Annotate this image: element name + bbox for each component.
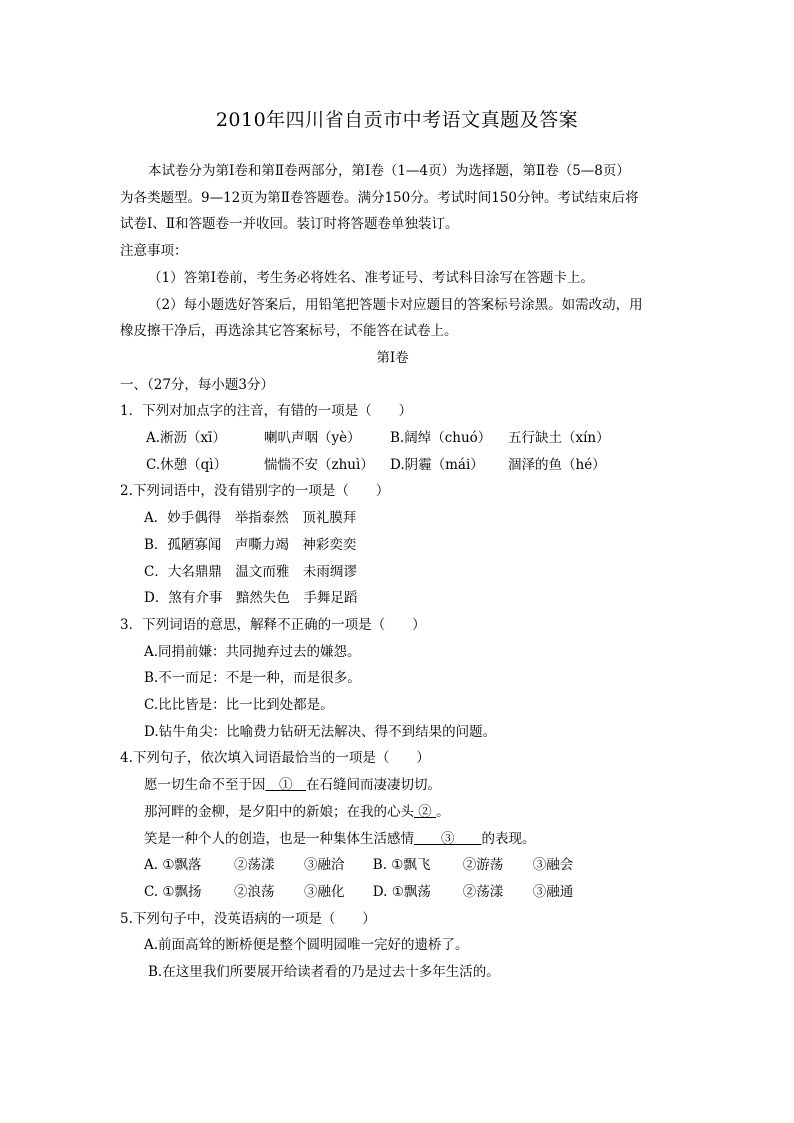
volume-title: 第Ⅰ卷 — [376, 349, 409, 366]
q4-option-d-1: D. ①飘荡 — [372, 883, 431, 900]
q1-option-d: D.阴霾（mái） — [390, 456, 484, 473]
section-heading: 一、（27分，每小题3分） — [120, 376, 275, 393]
q4-s3-pre: 笑是一种个人的创造，也是一种集体生活感情 — [144, 830, 414, 847]
q1-option-c: C.休憩（qì） — [146, 456, 228, 473]
q4-option-a-1: A. ①飘落 — [144, 857, 202, 874]
document-title: 2010年四川省自贡市中考语文真题及答案 — [215, 109, 579, 131]
q1-options-cd — [120, 452, 665, 479]
q4-s1-blank: ① — [265, 777, 306, 794]
q3-option-b: B.不一而足：不是一种，而是很多。 — [144, 670, 361, 687]
q2-stem: 2.下列词语中，没有错别字的一项是（ ） — [120, 483, 390, 500]
q1-options-ab — [120, 425, 665, 452]
q1-stem: 1．下列对加点字的注音，有错的一项是（ ） — [120, 403, 413, 420]
q4-s2-blank: ② — [414, 803, 437, 820]
q4-sentence-3 — [120, 826, 665, 853]
intro-line-1: 本试卷分为第Ⅰ卷和第Ⅱ卷两部分，第Ⅰ卷（1—4页）为选择题，第Ⅱ卷（5—8页） — [148, 163, 630, 179]
notice-item-2-line-1: （2）每小题选好答案后，用铅笔把答题卡对应题目的答案标号涂黑。如需改动，用 — [148, 296, 643, 313]
q4-sentence-2 — [120, 799, 665, 826]
q4-option-a-3: ③融洽 — [304, 857, 345, 874]
q5-option-b: B.在这里我们所要展开给读者看的乃是过去十多年生活的。 — [148, 964, 500, 981]
q4-option-c-3: ③融化 — [304, 883, 345, 900]
q4-s3-post: 的表现。 — [481, 830, 536, 847]
q5-option-a: A.前面高耸的断桥便是整个圆明园唯一完好的遗桥了。 — [144, 937, 469, 954]
q2-option-b: B．孤陋寡闻 声嘶力竭 神彩奕奕 — [144, 536, 357, 553]
q3-option-d: D.钻牛角尖：比喻费力钻研无法解决、得不到结果的问题。 — [144, 723, 497, 740]
q4-option-b-2: ②游荡 — [462, 857, 504, 874]
q3-stem: 3．下列词语的意思，解释不正确的一项是（ ） — [120, 616, 426, 633]
q2-option-a: A．妙手偶得 举指泰然 顶礼膜拜 — [144, 510, 357, 527]
q2-option-d: D．煞有介事 黯然失色 手舞足蹈 — [144, 590, 358, 607]
q4-option-d-2: ②荡漾 — [462, 883, 504, 900]
notice-item-1: （1）答第Ⅰ卷前，考生务必将姓名、准考证号、考试科目涂写在答题卡上。 — [148, 269, 594, 286]
q4-option-b — [349, 852, 574, 879]
q4-s3-blank: ③ — [414, 830, 482, 847]
q2-option-c: C．大名鼎鼎 温文而雅 未雨绸谬 — [144, 563, 357, 580]
notice-heading: 注意事项： — [120, 243, 188, 260]
q1-option-c-2: 惴惴不安（zhuì） — [264, 456, 374, 473]
q4-s2-post: 。 — [436, 803, 450, 820]
intro-line-3: 试卷Ⅰ、Ⅱ和答题卷一并收回。装订时将答题卷单独装订。 — [120, 216, 459, 233]
q1-option-b: B.阔绰（chuó） — [390, 430, 492, 447]
q4-option-a — [120, 852, 345, 879]
q4-option-b-1: B. ①飘飞 — [372, 857, 431, 874]
q4-sentence-1 — [120, 772, 665, 799]
q4-option-c — [120, 879, 345, 906]
q1-option-a: A.淅沥（xī） — [146, 430, 226, 447]
q1-option-b-2: 五行缺土（xín） — [508, 430, 610, 447]
q4-option-c-2: ②浪荡 — [234, 883, 275, 900]
q4-stem: 4.下列句子，依次填入词语最恰当的一项是（ ） — [120, 750, 430, 767]
q5-stem: 5.下列句子中，没英语病的一项是（ ） — [120, 910, 376, 927]
q1-option-a-2: 喇叭声咽（yè） — [264, 430, 361, 447]
q4-option-c-1: C. ①飘扬 — [144, 883, 202, 900]
q4-option-a-2: ②荡漾 — [234, 857, 275, 874]
document-body — [120, 158, 665, 986]
notice-item-2-line-2: 橡皮擦干净后，再选涂其它答案标号，不能答在试卷上。 — [120, 323, 458, 340]
q4-s2-pre: 那河畔的金柳，是夕阳中的新娘；在我的心头 — [144, 803, 414, 820]
q3-option-c: C.比比皆是：比一比到处都是。 — [144, 697, 334, 714]
q3-option-a: A.同捐前嫌：共同抛弃过去的嫌怨。 — [144, 643, 361, 660]
q4-option-d — [349, 879, 574, 906]
q4-s1-pre: 愿一切生命不至于因 — [144, 777, 266, 794]
q4-option-d-3: ③融通 — [532, 883, 574, 900]
q4-s1-post: 在石缝间而凄凄切切。 — [306, 777, 441, 794]
intro-line-2: 为各类题型。9—12页为第Ⅱ卷答题卷。满分150分。考试时间150分钟。考试结束后将 — [120, 189, 639, 206]
q4-option-b-3: ③融会 — [532, 857, 574, 874]
q1-option-d-2: 涸泽的鱼（hé） — [508, 456, 606, 473]
